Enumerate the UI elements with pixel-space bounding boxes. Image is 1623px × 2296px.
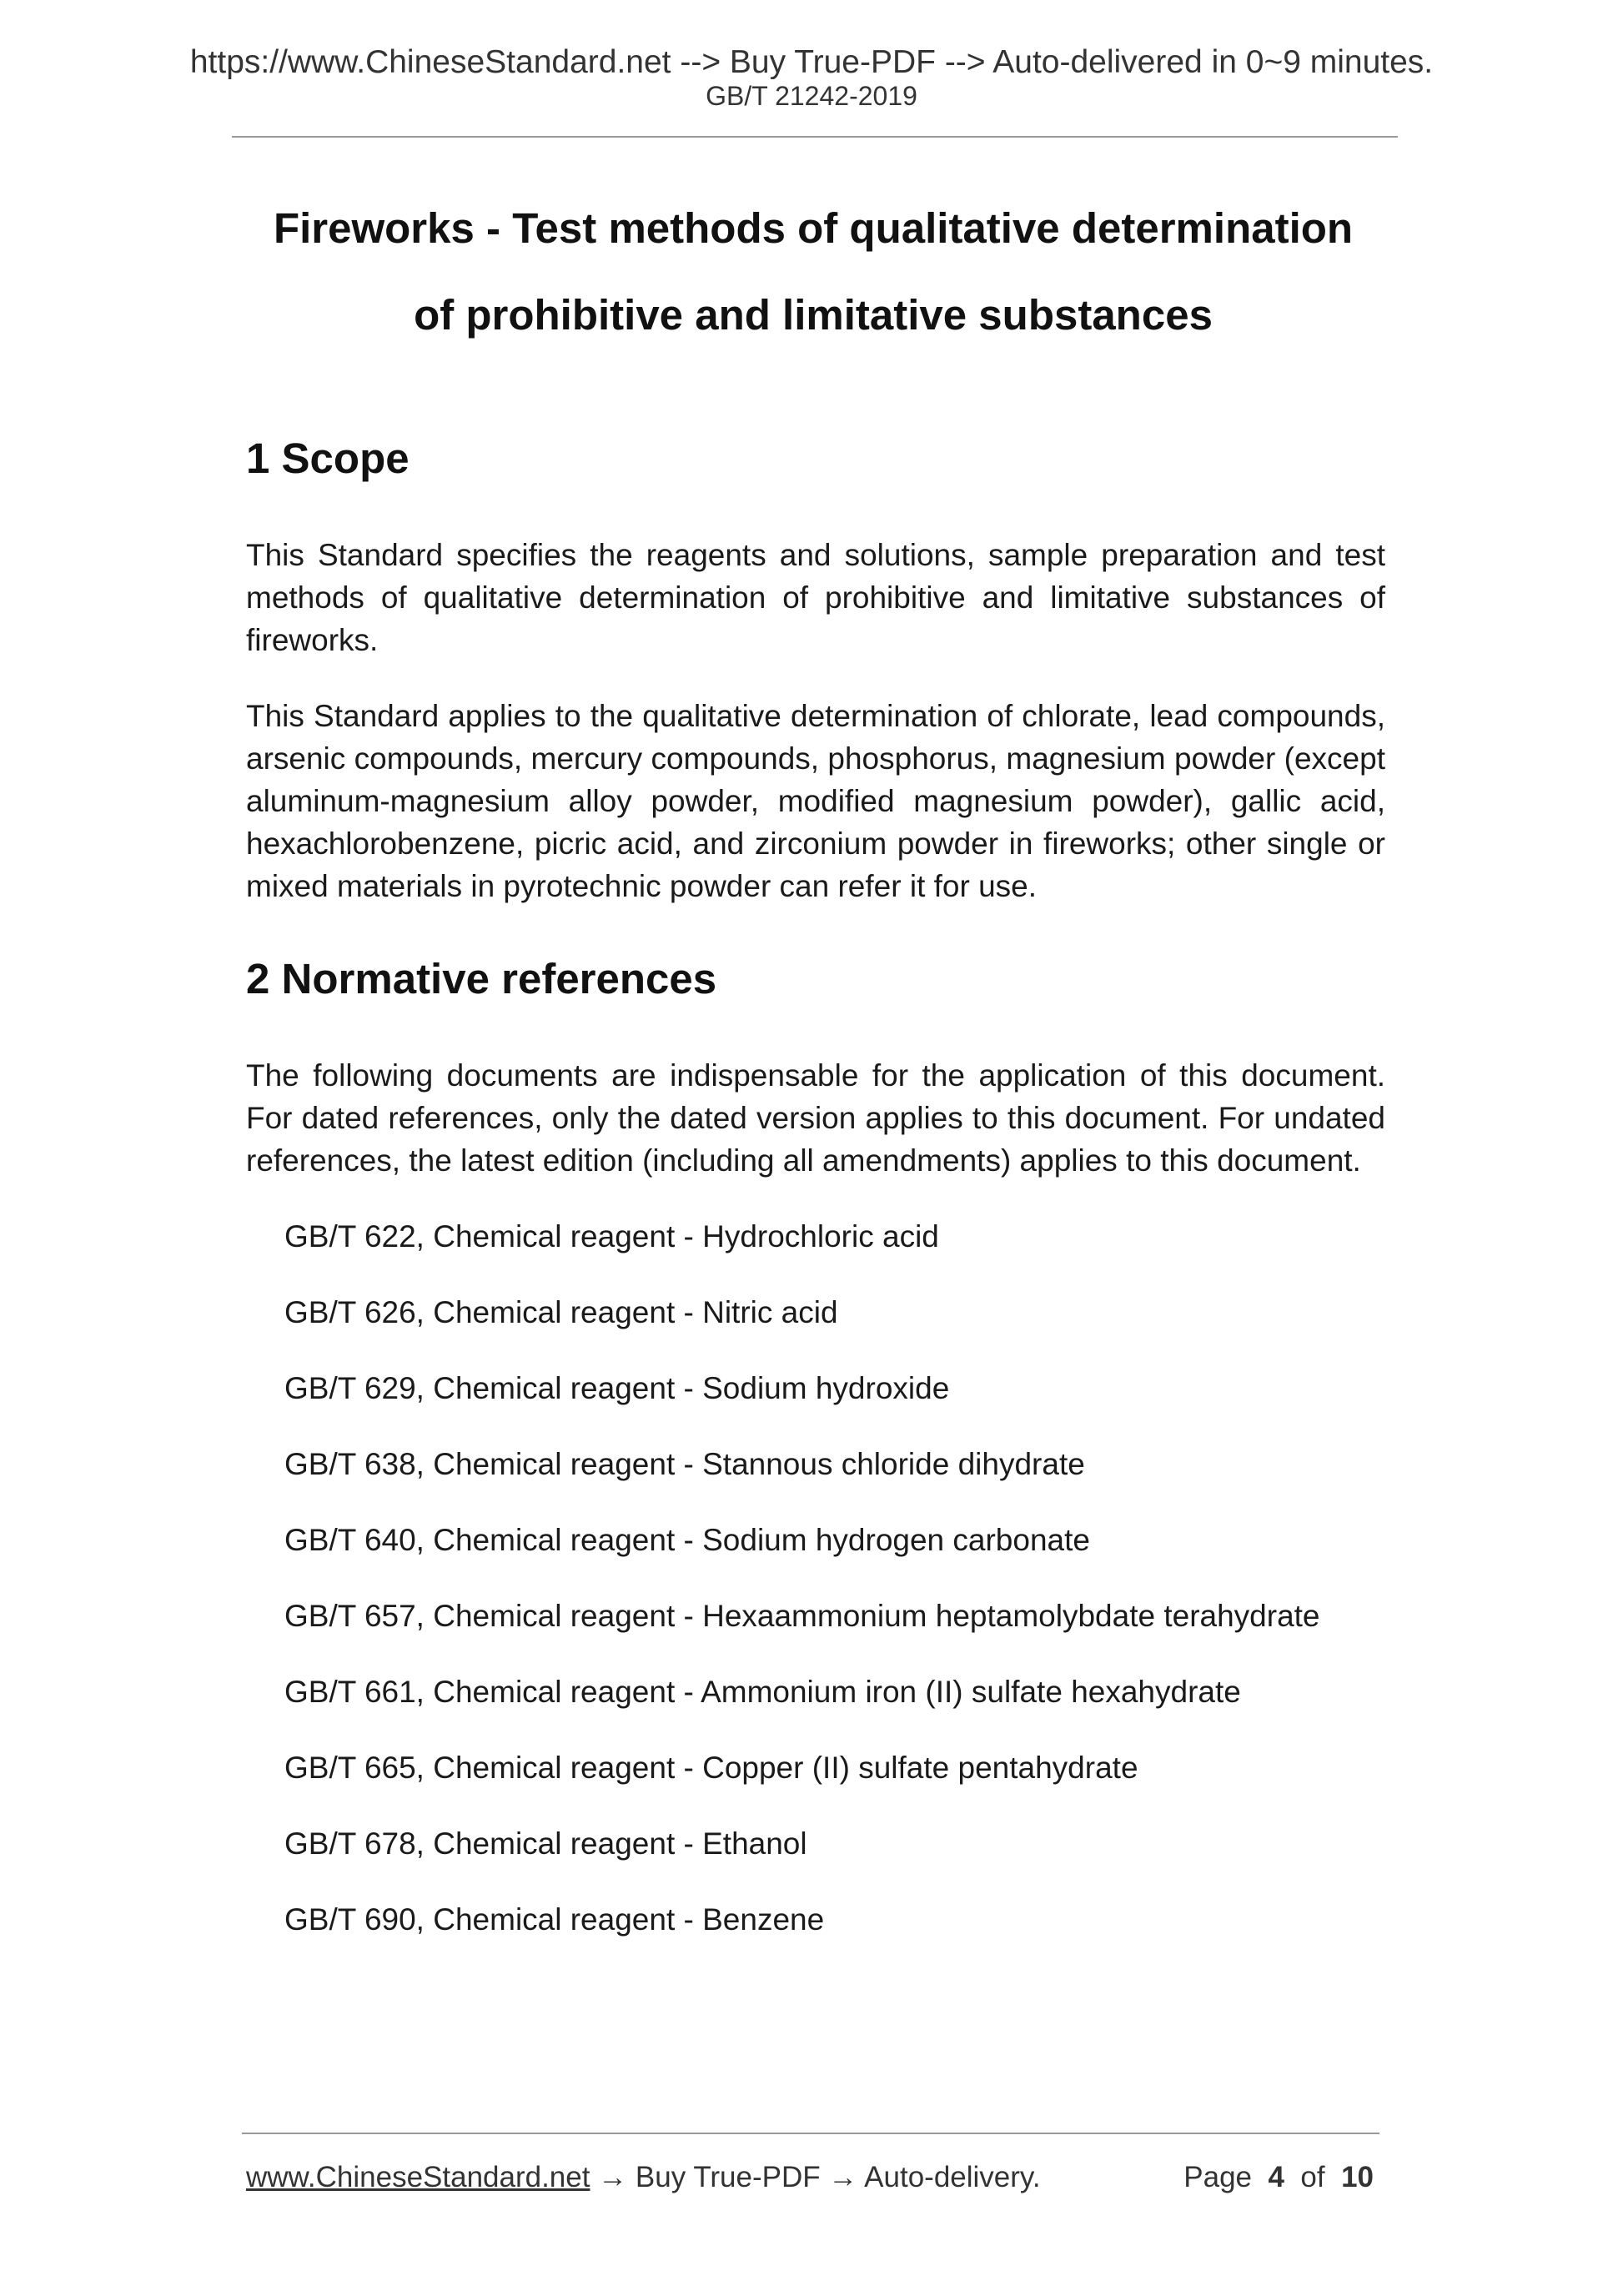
references-intro-paragraph: The following documents are indispensable for the application of this document. For dated references, only the dated version applies to this document. For undated references, the latest edition (including all amendments) applies to this document. xyxy=(246,1058,1385,1178)
footer-site-link[interactable]: www.ChineseStandard.net xyxy=(246,2161,590,2193)
scope-paragraph: This Standard specifies the reagents and solutions, sample preparation and test methods of qualitative determination of prohibitive and limitative substances of fireworks. xyxy=(246,538,1385,657)
reference-item: GB/T 665, Chemical reagent - Copper (II) sulfate pentahydrate xyxy=(284,1751,1138,1785)
page-of-label: of xyxy=(1300,2161,1325,2193)
current-page-number: 4 xyxy=(1268,2161,1284,2193)
reference-item: GB/T 629, Chemical reagent - Sodium hydroxide xyxy=(284,1371,950,1405)
section-heading-scope: 1 Scope xyxy=(246,435,410,482)
footer-divider xyxy=(242,2133,1379,2134)
reference-item: GB/T 638, Chemical reagent - Stannous chloride dihydrate xyxy=(284,1447,1085,1481)
reference-item: GB/T 657, Chemical reagent - Hexaammonium heptamolybdate terahydrate xyxy=(284,1599,1320,1633)
page-footer xyxy=(246,2158,1374,2197)
document-body xyxy=(246,434,1385,1974)
footer-promo xyxy=(246,2158,1041,2197)
reference-item: GB/T 626, Chemical reagent - Nitric acid xyxy=(284,1295,838,1329)
document-number: GB/T 21242-2019 xyxy=(706,81,917,111)
source-banner: https://www.ChineseStandard.net --> Buy True-PDF --> Auto-delivered in 0~9 minutes. xyxy=(189,44,1434,80)
page-indicator xyxy=(1183,2158,1374,2197)
reference-item: GB/T 661, Chemical reagent - Ammonium iron (II) sulfate hexahydrate xyxy=(284,1675,1241,1709)
title-line-1: Fireworks - Test methods of qualitative determination xyxy=(273,204,1354,252)
total-pages-number: 10 xyxy=(1341,2161,1374,2193)
reference-list xyxy=(246,1215,1385,1941)
reference-item: GB/T 690, Chemical reagent - Benzene xyxy=(284,1902,825,1937)
reference-item: GB/T 678, Chemical reagent - Ethanol xyxy=(284,1826,807,1861)
page-label: Page xyxy=(1183,2161,1253,2193)
reference-item: GB/T 622, Chemical reagent - Hydrochloric acid xyxy=(284,1219,939,1254)
section-heading-normative-references: 2 Normative references xyxy=(246,955,717,1002)
header-divider xyxy=(232,136,1398,138)
title-line-2: of prohibitive and limitative substances xyxy=(414,291,1213,339)
footer-promo-text: → Buy True-PDF → Auto-delivery. xyxy=(590,2161,1041,2193)
scope-paragraph: This Standard applies to the qualitative determination of chlorate, lead compounds, arsenic compounds, mercury compounds, phosphorus, magnesium powder (except aluminum-magnesium alloy powder, modified magnesium powder), gallic acid, hexachlorobenzene, picric acid, and zirconium powder in fireworks; other single or mixed materials in pyrotechnic powder can refer it for use. xyxy=(246,699,1385,903)
document-title xyxy=(200,185,1426,359)
reference-item: GB/T 640, Chemical reagent - Sodium hydrogen carbonate xyxy=(284,1523,1090,1557)
